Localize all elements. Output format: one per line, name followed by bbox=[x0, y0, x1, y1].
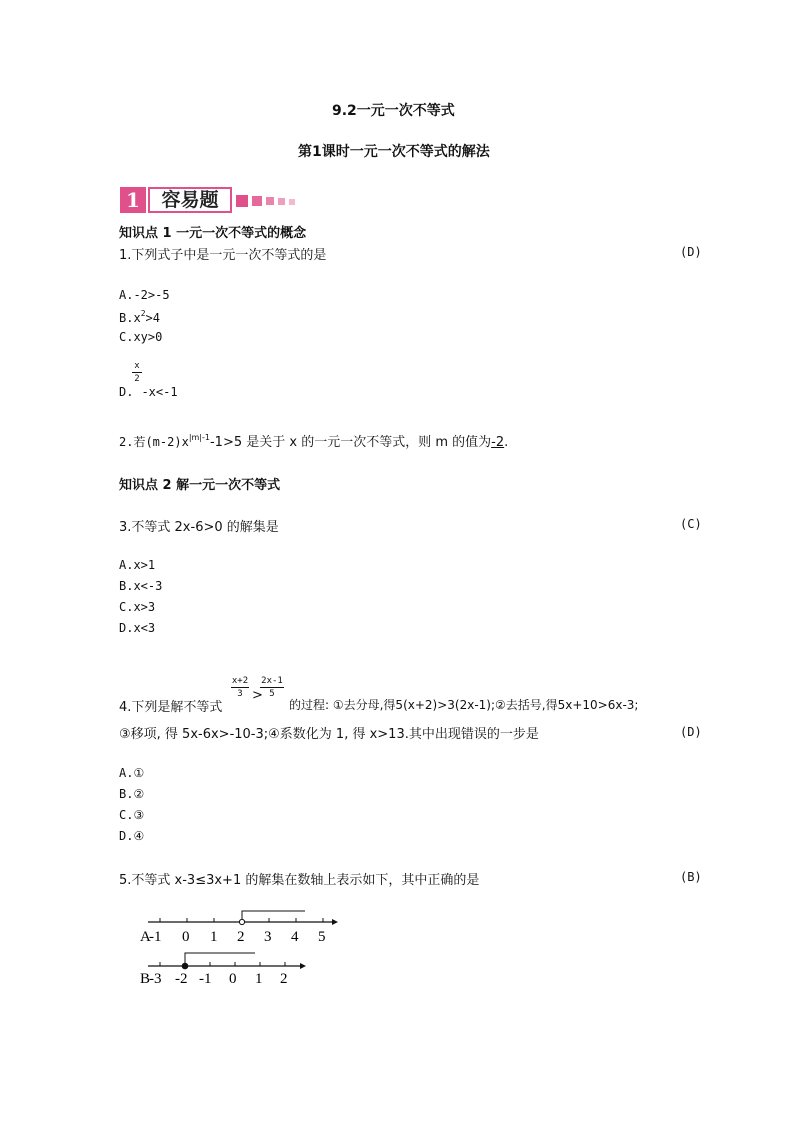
q2-exponent: |m|-1 bbox=[188, 433, 210, 442]
tick-label: 0 bbox=[229, 971, 237, 985]
fraction-denominator: 5 bbox=[269, 689, 275, 699]
q1-option-b-base: B.x bbox=[119, 311, 141, 325]
fraction-denominator: 2 bbox=[134, 374, 140, 384]
banner-decoration bbox=[236, 195, 248, 207]
question-4-line-2: ③移项, 得 5x-6x>-10-3;④系数化为 1, 得 x>13.其中出现错误的一步是 bbox=[119, 727, 539, 742]
banner-number: 1 bbox=[120, 187, 146, 213]
tick-label: 0 bbox=[182, 929, 190, 945]
q1-option-d-label: D. bbox=[119, 385, 134, 399]
tick-label: 3 bbox=[264, 929, 272, 945]
question-5-answer: (B) bbox=[680, 870, 702, 884]
question-3: 3.不等式 2x-6>0 的解集是 bbox=[119, 520, 279, 535]
fraction-numerator: x bbox=[134, 361, 140, 371]
q1-option-b-rest: >4 bbox=[145, 311, 160, 325]
open-point bbox=[239, 919, 244, 924]
number-line-b bbox=[140, 945, 310, 985]
q4-option-a: A.① bbox=[119, 766, 145, 780]
tick-label: -2 bbox=[175, 971, 188, 985]
q3-option-b: B.x<-3 bbox=[119, 579, 163, 593]
q4-option-b: B.② bbox=[119, 787, 145, 801]
tick-label: 2 bbox=[280, 971, 288, 985]
fraction-bar bbox=[132, 372, 142, 373]
question-4-answer: (D) bbox=[680, 725, 702, 739]
number-line-a bbox=[140, 905, 340, 945]
banner-decoration bbox=[252, 196, 262, 206]
fraction-bar bbox=[260, 687, 284, 688]
q4-option-d: D.④ bbox=[119, 829, 145, 843]
q1-option-d-rest: -x<-1 bbox=[141, 385, 178, 399]
tick-label: 1 bbox=[255, 971, 263, 985]
question-4-line-1-start: 4.下列是解不等式 bbox=[119, 700, 223, 715]
knowledge-point-2: 知识点 2 解一元一次不等式 bbox=[119, 478, 281, 493]
page-subtitle: 第1课时一元一次不等式的解法 bbox=[298, 144, 490, 160]
axis-label: A bbox=[140, 929, 151, 945]
q1-option-d bbox=[119, 385, 178, 399]
tick-label: 2 bbox=[237, 929, 245, 945]
tick-label: -1 bbox=[199, 971, 212, 985]
q3-option-c: C.x>3 bbox=[119, 600, 156, 614]
banner-decoration bbox=[278, 198, 285, 205]
banner-decoration bbox=[266, 197, 274, 205]
banner-label: 容易题 bbox=[148, 187, 232, 213]
fraction-bar bbox=[231, 687, 249, 688]
question-3-answer: (C) bbox=[680, 517, 702, 531]
question-5: 5.不等式 x-3≤3x+1 的解集在数轴上表示如下，其中正确的是 bbox=[119, 873, 480, 888]
q1-option-c: C.xy>0 bbox=[119, 330, 163, 344]
knowledge-point-1: 知识点 1 一元一次不等式的概念 bbox=[119, 226, 307, 241]
question-1-answer: (D) bbox=[680, 245, 702, 259]
tick-label: 4 bbox=[291, 929, 299, 945]
q1-option-b bbox=[119, 309, 160, 325]
closed-point bbox=[182, 963, 188, 969]
q3-option-a: A.x>1 bbox=[119, 558, 156, 572]
fraction-numerator: x+2 bbox=[231, 676, 249, 686]
q3-option-d: D.x<3 bbox=[119, 621, 156, 635]
q2-answer-value: -2 bbox=[491, 435, 505, 450]
axis-arrow bbox=[300, 963, 306, 969]
question-4-line-1-end: 的过程: ①去分母,得5(x+2)>3(2x-1);②去括号,得5x+10>6x-3; bbox=[289, 698, 639, 712]
question-2 bbox=[119, 431, 508, 450]
question-1: 1.下列式子中是一元一次不等式的是 bbox=[119, 248, 327, 263]
page-title: 9.2一元一次不等式 bbox=[332, 103, 455, 119]
solution-bracket bbox=[185, 953, 255, 966]
q4-greater-than: > bbox=[252, 688, 263, 703]
axis-arrow bbox=[332, 919, 338, 925]
fraction-numerator: 2x-1 bbox=[261, 676, 283, 686]
tick-label: 5 bbox=[318, 929, 326, 945]
q4-option-c: C.③ bbox=[119, 808, 145, 822]
q2-middle: -1>5 是关于 x 的一元一次不等式，则 m 的值为 bbox=[209, 435, 492, 450]
tick-label: -1 bbox=[149, 929, 162, 945]
banner-decoration bbox=[289, 199, 295, 205]
q1-option-d-fraction bbox=[132, 361, 142, 384]
section-banner bbox=[120, 187, 230, 213]
tick-label: -3 bbox=[149, 971, 162, 985]
q1-option-a: A.-2>-5 bbox=[119, 288, 170, 302]
q2-prefix: 2.若(m-2)x bbox=[119, 435, 189, 449]
q1-option-b-exponent: 2 bbox=[140, 309, 146, 318]
q4-fraction-2 bbox=[260, 676, 284, 699]
axis-label: B bbox=[140, 971, 151, 985]
fraction-denominator: 3 bbox=[237, 689, 243, 699]
tick-label: 1 bbox=[210, 929, 218, 945]
q4-fraction-1 bbox=[231, 676, 249, 699]
q2-end: . bbox=[504, 435, 509, 450]
